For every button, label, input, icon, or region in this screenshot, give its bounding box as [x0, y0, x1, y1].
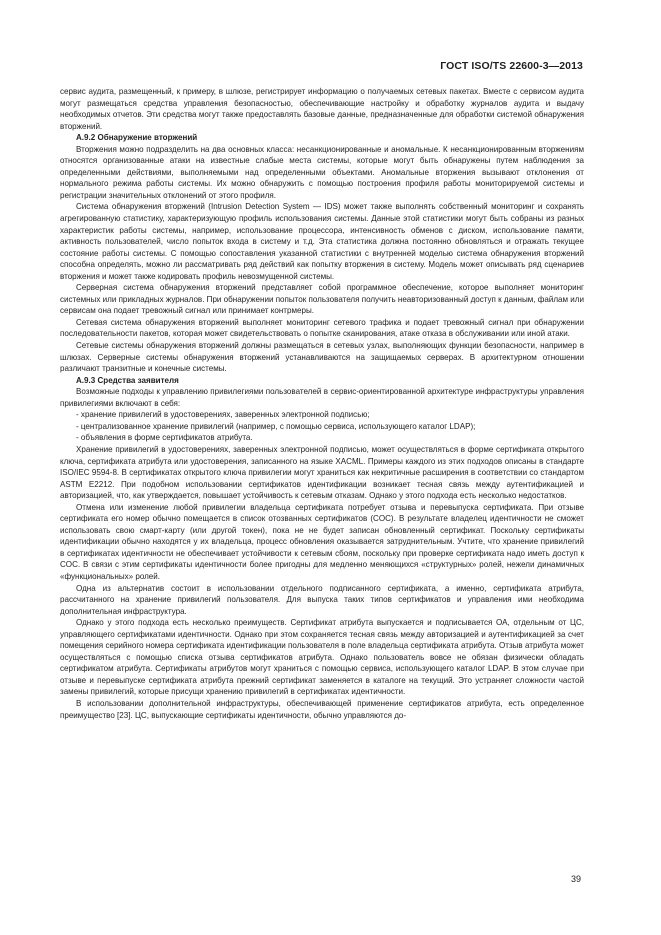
paragraph: Система обнаружения вторжений (Intrusion Detection System — IDS) может также выполнять собственный мониторинг и сохранять агрегированную статистику, характеризующую профиль использования системы. Данные этой статистики могут быть собраны из разных характеристик работы системы, например, использование процессора, интенсивность обменов с диском, использование памяти, активность пользователей, число попыток входа в систему и т.д. Эта статистика должна постоянно обновляться и отражать текущее состояние работы системы. С помощью сопоставления указанной статистики с внутренней моделью система обнаружения вторжений способна определять, можно ли рассматривать ряд действий как попытку вторжения в систему. Модель может описывать ряд сценариев вторжения и может также кодировать профиль невозмущенной системы. — [60, 202, 584, 281]
paragraph: Серверная система обнаружения вторжений представляет собой программное обеспечение, которое выполняет мониторинг системных или прикладных журналов. При обнаружении попыток пользователя получить неавторизованный доступ к данным, файлам или сервисам она подает тревожный сигнал или принимает контрмеры. — [60, 283, 584, 316]
section-heading-a93: А.9.3 Средства заявителя — [76, 375, 179, 385]
list-item: - хранение привилегий в удостоверениях, заверенных электронной подписью; — [76, 410, 370, 420]
paragraph: Одна из альтернатив состоит в использовании отдельного подписанного сертификата, а именно, сертификата атрибута, рассчитанного на хранение привилегий пользователя. Для выпуска таких типов сертификатов и управления ими необходима дополнительная инфраструктура. — [60, 583, 584, 616]
paragraph: Вторжения можно подразделить на два основных класса: несанкционированные и аномальные. К несанкционированным вторжениям относятся организованные атаки на известные слабые места системы, которые могут быть обнаружены путем наблюдения за определенными действиями, выполняемыми над определенными объектами. Аномальные вторжения вызывают отклонения от нормального режима работы системы. Их можно обнаружить с помощью построения профиля работы мониторируемой системы и регистрации значительных отклонений от этого профиля. — [60, 144, 584, 200]
paragraph: Сетевые системы обнаружения вторжений должны размещаться в сетевых узлах, выполняющих функции безопасности, например в шлюзах. Серверные системы обнаружения вторжений устанавливаются на защищаемых серверах. В архитектурном отношении различают транзитные и конечные системы. — [60, 341, 584, 374]
document-header: ГОСТ ISO/TS 22600-3—2013 — [440, 60, 583, 72]
paragraph: сервис аудита, размещенный, к примеру, в шлюзе, регистрирует информацию о получаемых сетевых пакетах. Вместе с сервисом аудита могут размещаться средства управления безопасностью, обеспечивающие настройку и обработку журналов аудита и выдачу необходимых отчетов. Эти средства могут также предоставлять базовые данные, предназначенные для обработки системой обнаружения вторжений. — [60, 87, 584, 131]
page-number: 39 — [570, 874, 581, 884]
paragraph: Сетевая система обнаружения вторжений выполняет мониторинг сетевого трафика и подает тревожный сигнал при обнаружении последовательности пакетов, которая может свидетельствовать о попытке сканирования, атаке отказа в обслуживании или иной атаки. — [60, 317, 584, 339]
section-heading-a92: А.9.2 Обнаружение вторжений — [76, 133, 198, 143]
paragraph: Возможные подходы к управлению привилегиями пользователей в сервис-ориентированной архитектуре инфраструктуры управления привилегиями включают в себя: — [60, 387, 584, 408]
list-item: - объявления в форме сертификатов атрибута. — [76, 433, 253, 443]
privilege-approaches-list — [60, 409, 584, 444]
paragraph: Отмена или изменение любой привилегии владельца сертификата потребует отзыва и перевыпуска сертификата. При отзыве сертификата его номер обычно помещается в список отозванных сертификатов (COC). В результате владелец идентичности не сможет использовать свою смарт-карту (или другой токен), пока не не будет записан обновленный сертификат. Поскольку сертификаты идентификации обычно находятся у их владельца, процесс обновления оказывается затруднительным. Учтите, что хранение привилегий в сертификатах идентичности не обеспечивает устойчивости к сетевым сбоям, поскольку при проверке сертификата надо иметь доступ к COC. В связи с этим сертификаты идентичности более пригодны для медленно меняющихся «структурных» ролей, нежели динамичных «функциональных» ролей. — [60, 502, 584, 581]
paragraph: Хранение привилегий в удостоверениях, заверенных электронной подписью, может осуществляться в форме сертификата открытого ключа, сертификата атрибута или удостоверения, записанного на языке XACML. Примеры каждого из этих подходов описаны в стандарте ISO/IEC 9594-8. В сертификатах открытого ключа привилегии могут храниться как некритичные расширения в соответствии со стандартом ASTM E2212. При подобном использовании сертификатов идентификации возникает тесная связь между аутентификацией и авторизацией, что, как утверждается, повышает устойчивость к сетевым отказам. Однако у этого подхода есть несколько недостатков. — [60, 444, 584, 501]
list-item: - централизованное хранение привилегий (например, с помощью сервиса, использующего каталог LDAP); — [76, 421, 476, 431]
page-body — [60, 86, 584, 721]
paragraph: Однако у этого подхода есть несколько преимуществ. Сертификат атрибута выпускается и подписывается ОА, отдельным от ЦС, управляющего сертификатами идентичности. Однако при этом сохраняется тесная связь между авторизацией и аутентификацией за счет помещения серийного номера сертификата идентификации пользователя в поле владельца сертификата атрибута. Отзыв атрибута может осуществляться с помощью списка отзыва сертификатов атрибута. Однако пользователь вовсе не обязан физически обладать сертификатом атрибута. Сертификаты атрибутов могут храниться с помощью сервиса, использующего каталог LDAP. В этом случае при отзыве и перевыпуске сертификата атрибута прежний сертификат заменяется в каталоге на текущий. Это устраняет сложности частой замены привилегий, которые присущи хранению привилегий в сертификатах идентичности. — [60, 618, 584, 697]
paragraph: В использовании дополнительной инфраструктуры, обеспечивающей применение сертификатов атрибута, есть определенное преимущество [23]. ЦС, выпускающие сертификаты идентичности, обычно управляются до- — [60, 698, 584, 720]
